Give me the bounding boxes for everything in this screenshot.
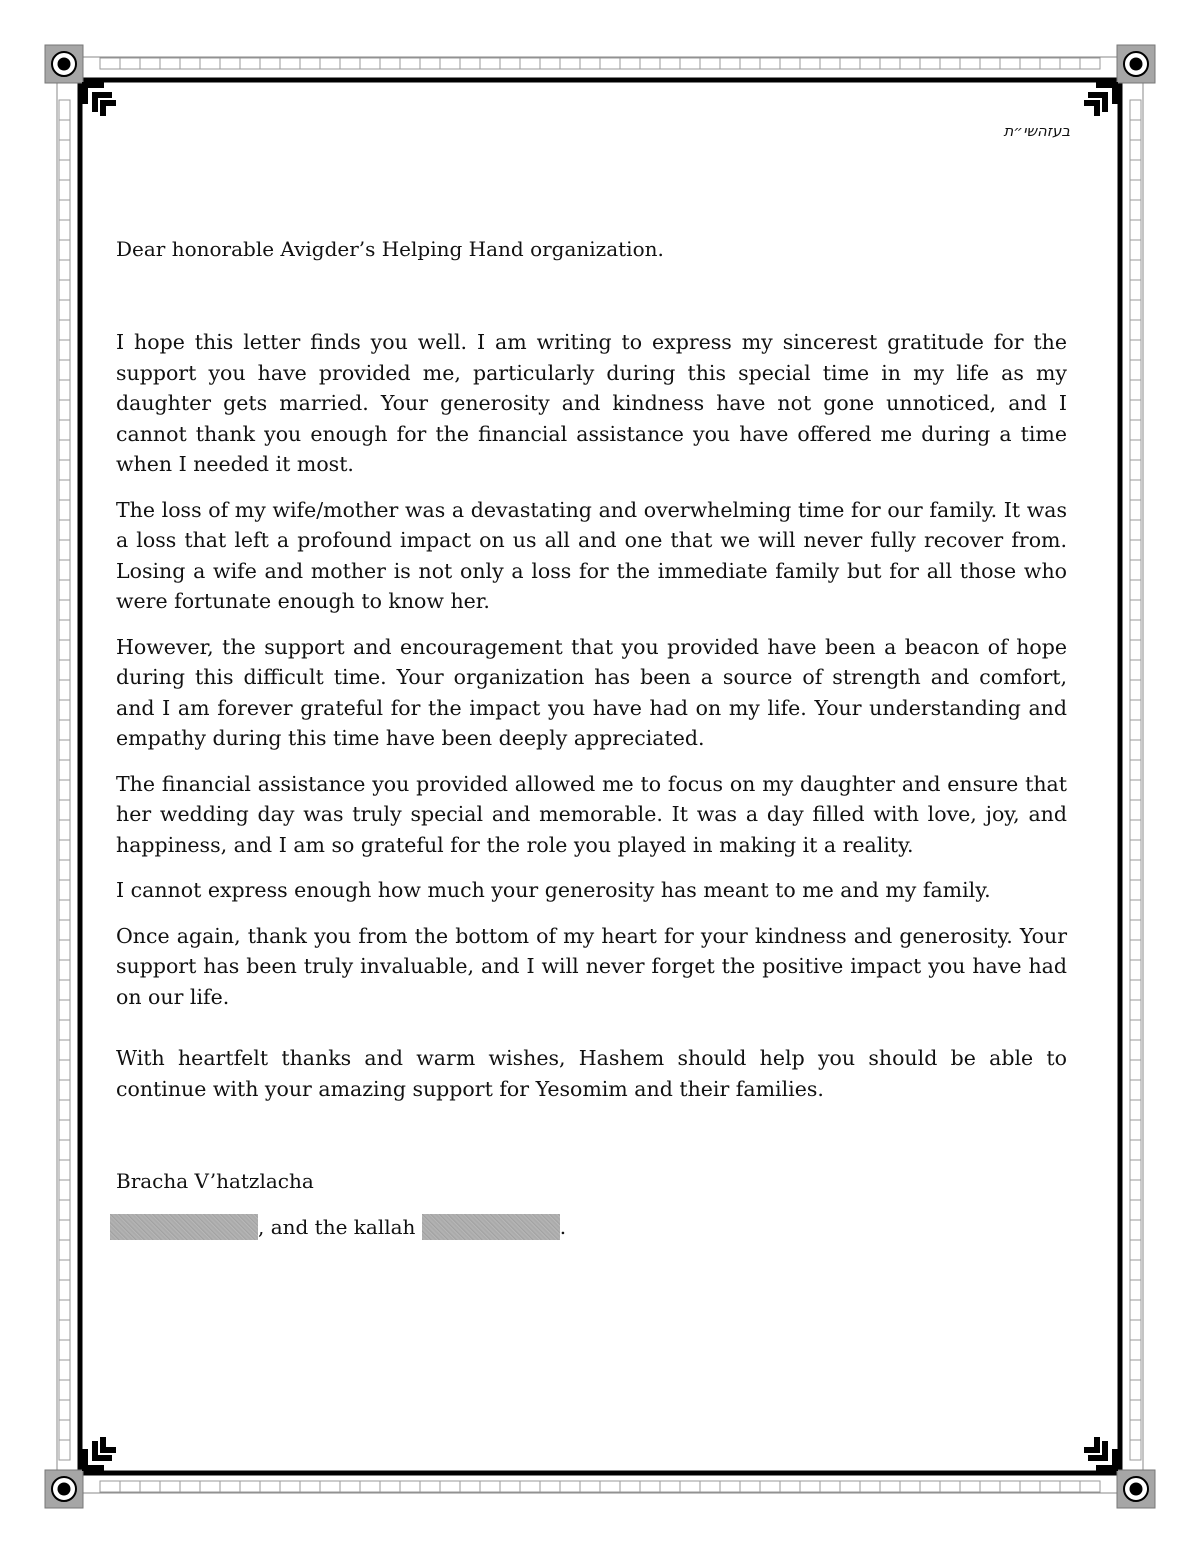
bottom-tile-band	[1080, 1481, 1100, 1492]
left-tile-band	[59, 1060, 70, 1080]
top-tile-band	[980, 58, 1000, 69]
bottom-tile-band	[640, 1481, 660, 1492]
bottom-tile-band	[580, 1481, 600, 1492]
left-tile-band	[59, 800, 70, 820]
corner-top-right-key-step	[1094, 100, 1100, 116]
bottom-tile-band	[1020, 1481, 1040, 1492]
right-tile-band	[1130, 360, 1141, 380]
top-tile-band	[640, 58, 660, 69]
top-tile-band	[860, 58, 880, 69]
bottom-tile-band	[500, 1481, 520, 1492]
bottom-tile-band	[600, 1481, 620, 1492]
right-tile-band	[1130, 180, 1141, 200]
top-tile-band	[940, 58, 960, 69]
right-tile-band	[1130, 380, 1141, 400]
right-tile-band	[1130, 980, 1141, 1000]
left-tile-band	[59, 1420, 70, 1440]
left-tile-band	[59, 1240, 70, 1260]
left-tile-band	[59, 1120, 70, 1140]
right-tile-band	[1130, 1160, 1141, 1180]
left-tile-band	[59, 760, 70, 780]
corner-bottom-right-key-step	[1094, 1437, 1100, 1453]
top-tile-band	[920, 58, 940, 69]
right-tile-band	[1130, 740, 1141, 760]
corner-top-left-key-step	[92, 92, 98, 112]
paragraph-4: The financial assistance you provided allowed me to focus on my daughter and ensure that her wedding day was truly special and memorable. It was a day filled with love, joy, and happiness, and I am so grateful for the role you played in making it a reality.	[116, 771, 1067, 857]
left-tile-band	[59, 320, 70, 340]
top-tile-band	[880, 58, 900, 69]
right-tile-band	[1130, 1020, 1141, 1040]
top-tile-band	[1060, 58, 1080, 69]
bottom-tile-band	[540, 1481, 560, 1492]
right-tile-band	[1130, 300, 1141, 320]
bottom-tile-band	[420, 1481, 440, 1492]
right-tile-band	[1130, 140, 1141, 160]
right-tile-band	[1130, 700, 1141, 720]
top-tile-band	[500, 58, 520, 69]
top-tile-band	[1000, 58, 1020, 69]
left-tile-band	[59, 360, 70, 380]
bottom-tile-band	[340, 1481, 360, 1492]
left-tile-band	[59, 220, 70, 240]
right-tile-band	[1130, 1340, 1141, 1360]
top-tile-band	[360, 58, 380, 69]
bottom-tile-band	[800, 1481, 820, 1492]
bottom-tile-band	[1060, 1481, 1080, 1492]
top-tile-band	[340, 58, 360, 69]
right-tile-band	[1130, 320, 1141, 340]
top-tile-band	[440, 58, 460, 69]
corner-top-right-key-step	[1102, 92, 1108, 112]
right-tile-band	[1130, 760, 1141, 780]
top-tile-band	[480, 58, 500, 69]
signature-line	[110, 1212, 566, 1242]
left-tile-band	[59, 1280, 70, 1300]
right-tile-band	[1130, 220, 1141, 240]
left-tile-band	[59, 600, 70, 620]
left-tile-band	[59, 100, 70, 120]
top-tile-band	[720, 58, 740, 69]
bottom-tile-band	[720, 1481, 740, 1492]
bottom-tile-band	[300, 1481, 320, 1492]
top-tile-band	[1040, 58, 1060, 69]
top-tile-band	[800, 58, 820, 69]
corner-bottom-right-dot	[1130, 1483, 1143, 1496]
left-tile-band	[59, 1000, 70, 1020]
top-tile-band	[740, 58, 760, 69]
bottom-tile-band	[120, 1481, 140, 1492]
bottom-tile-band	[200, 1481, 220, 1492]
right-tile-band	[1130, 1380, 1141, 1400]
top-tile-band	[400, 58, 420, 69]
left-tile-band	[59, 420, 70, 440]
top-tile-band	[520, 58, 540, 69]
corner-top-right-key-step	[1112, 82, 1118, 104]
bottom-tile-band	[180, 1481, 200, 1492]
left-tile-band	[59, 1400, 70, 1420]
left-tile-band	[59, 300, 70, 320]
bottom-tile-band	[880, 1481, 900, 1492]
right-tile-band	[1130, 660, 1141, 680]
left-tile-band	[59, 1140, 70, 1160]
top-tile-band	[660, 58, 680, 69]
right-tile-band	[1130, 1400, 1141, 1420]
corner-bottom-left-key-step	[82, 1449, 88, 1471]
left-tile-band	[59, 200, 70, 220]
left-tile-band	[59, 1040, 70, 1060]
left-tile-band	[59, 460, 70, 480]
right-tile-band	[1130, 1040, 1141, 1060]
right-tile-band	[1130, 820, 1141, 840]
right-tile-band	[1130, 1220, 1141, 1240]
top-tile-band	[960, 58, 980, 69]
right-tile-band	[1130, 340, 1141, 360]
right-tile-band	[1130, 720, 1141, 740]
right-tile-band	[1130, 680, 1141, 700]
right-tile-band	[1130, 1060, 1141, 1080]
left-tile-band	[59, 1220, 70, 1240]
right-tile-band	[1130, 920, 1141, 940]
bottom-tile-band	[280, 1481, 300, 1492]
left-tile-band	[59, 680, 70, 700]
top-tile-band	[300, 58, 320, 69]
right-tile-band	[1130, 640, 1141, 660]
top-tile-band	[540, 58, 560, 69]
top-tile-band	[900, 58, 920, 69]
right-tile-band	[1130, 580, 1141, 600]
top-tile-band	[280, 58, 300, 69]
signature-middle-text: , and the kallah	[258, 1215, 422, 1239]
left-tile-band	[59, 1180, 70, 1200]
bottom-tile-band	[980, 1481, 1000, 1492]
left-tile-band	[59, 540, 70, 560]
left-tile-band	[59, 820, 70, 840]
right-tile-band	[1130, 1120, 1141, 1140]
left-tile-band	[59, 1440, 70, 1460]
left-tile-band	[59, 740, 70, 760]
corner-bottom-left-key-step	[92, 1441, 98, 1461]
top-tile-band	[420, 58, 440, 69]
right-tile-band	[1130, 460, 1141, 480]
bottom-tile-band	[840, 1481, 860, 1492]
right-tile-band	[1130, 280, 1141, 300]
redacted-name-2	[422, 1214, 560, 1240]
right-tile-band	[1130, 1420, 1141, 1440]
left-tile-band	[59, 840, 70, 860]
right-tile-band	[1130, 200, 1141, 220]
left-tile-band	[59, 1160, 70, 1180]
right-tile-band	[1130, 780, 1141, 800]
left-tile-band	[59, 900, 70, 920]
right-tile-band	[1130, 1280, 1141, 1300]
top-tile-band	[460, 58, 480, 69]
right-tile-band	[1130, 1180, 1141, 1200]
right-tile-band	[1130, 420, 1141, 440]
top-tile-band	[780, 58, 800, 69]
sign-off: Bracha V’hatzlacha	[116, 1169, 314, 1193]
bottom-tile-band	[760, 1481, 780, 1492]
top-tile-band	[600, 58, 620, 69]
left-tile-band	[59, 720, 70, 740]
left-tile-band	[59, 160, 70, 180]
bottom-tile-band	[1040, 1481, 1060, 1492]
top-tile-band	[820, 58, 840, 69]
left-tile-band	[59, 920, 70, 940]
right-tile-band	[1130, 860, 1141, 880]
left-tile-band	[59, 520, 70, 540]
paragraph-2: The loss of my wife/mother was a devastating and overwhelming time for our family. It was a loss that left a profound impact on us all and one that we will never fully recover from. Losing a wife and mother is not only a loss for the immediate family but for all those who were fortunate enough to know her.	[116, 497, 1067, 613]
corner-bottom-right-key-step	[1112, 1449, 1118, 1471]
right-tile-band	[1130, 900, 1141, 920]
top-tile-band	[200, 58, 220, 69]
left-tile-band	[59, 1200, 70, 1220]
right-tile-band	[1130, 440, 1141, 460]
left-tile-band	[59, 660, 70, 680]
left-tile-band	[59, 280, 70, 300]
top-tile-band	[100, 58, 120, 69]
top-tile-band	[260, 58, 280, 69]
left-tile-band	[59, 380, 70, 400]
right-tile-band	[1130, 500, 1141, 520]
left-tile-band	[59, 480, 70, 500]
closing-paragraph: With heartfelt thanks and warm wishes, Hashem should help you should be able to continue with your amazing support for Yesomim and their families.	[116, 1046, 1067, 1101]
left-tile-band	[59, 560, 70, 580]
bottom-tile-band	[100, 1481, 120, 1492]
right-tile-band	[1130, 100, 1141, 120]
top-tile-band	[680, 58, 700, 69]
top-tile-band	[560, 58, 580, 69]
corner-bottom-left-dot	[58, 1483, 71, 1496]
right-tile-band	[1130, 520, 1141, 540]
left-tile-band	[59, 1360, 70, 1380]
right-tile-band	[1130, 260, 1141, 280]
right-tile-band	[1130, 600, 1141, 620]
left-tile-band	[59, 400, 70, 420]
right-tile-band	[1130, 1240, 1141, 1260]
right-tile-band	[1130, 120, 1141, 140]
bottom-tile-band	[960, 1481, 980, 1492]
right-tile-band	[1130, 240, 1141, 260]
top-tile-band	[1080, 58, 1100, 69]
bottom-tile-band	[460, 1481, 480, 1492]
left-tile-band	[59, 940, 70, 960]
right-tile-band	[1130, 1000, 1141, 1020]
left-tile-band	[59, 1300, 70, 1320]
right-tile-band	[1130, 1320, 1141, 1340]
hebrew-date-header: בעזהשי״ת	[1003, 122, 1070, 140]
left-tile-band	[59, 1340, 70, 1360]
top-tile-band	[120, 58, 140, 69]
corner-top-left-dot	[58, 58, 71, 71]
left-tile-band	[59, 880, 70, 900]
right-tile-band	[1130, 800, 1141, 820]
signature-end-text: .	[559, 1215, 567, 1239]
bottom-tile-band	[320, 1481, 340, 1492]
paragraph-6: Once again, thank you from the bottom of my heart for your kindness and generosity. Your support has been truly invaluable, and I will never forget the positive impact you have had on our life.	[116, 923, 1067, 1009]
right-tile-band	[1130, 560, 1141, 580]
right-tile-band	[1130, 1300, 1141, 1320]
left-tile-band	[59, 1260, 70, 1280]
left-tile-band	[59, 980, 70, 1000]
top-tile-band	[580, 58, 600, 69]
bottom-tile-band	[820, 1481, 840, 1492]
left-tile-band	[59, 1320, 70, 1340]
corner-top-left-key-step	[82, 82, 88, 104]
bottom-tile-band	[620, 1481, 640, 1492]
left-tile-band	[59, 120, 70, 140]
bottom-tile-band	[400, 1481, 420, 1492]
bottom-tile-band	[380, 1481, 400, 1492]
bottom-tile-band	[260, 1481, 280, 1492]
bottom-tile-band	[700, 1481, 720, 1492]
corner-top-right-dot	[1130, 58, 1143, 71]
right-tile-band	[1130, 620, 1141, 640]
top-tile-band	[760, 58, 780, 69]
top-tile-band	[220, 58, 240, 69]
letter-body	[116, 327, 1067, 1027]
right-tile-band	[1130, 1140, 1141, 1160]
left-tile-band	[59, 440, 70, 460]
right-tile-band	[1130, 940, 1141, 960]
bottom-tile-band	[560, 1481, 580, 1492]
top-tile-band	[240, 58, 260, 69]
left-tile-band	[59, 340, 70, 360]
top-tile-band	[700, 58, 720, 69]
left-tile-band	[59, 780, 70, 800]
bottom-tile-band	[920, 1481, 940, 1492]
bottom-tile-band	[780, 1481, 800, 1492]
left-tile-band	[59, 1080, 70, 1100]
bottom-tile-band	[900, 1481, 920, 1492]
left-tile-band	[59, 500, 70, 520]
right-tile-band	[1130, 1360, 1141, 1380]
right-tile-band	[1130, 1200, 1141, 1220]
bottom-tile-band	[480, 1481, 500, 1492]
right-tile-band	[1130, 400, 1141, 420]
left-tile-band	[59, 260, 70, 280]
left-tile-band	[59, 1100, 70, 1120]
bottom-tile-band	[160, 1481, 180, 1492]
left-tile-band	[59, 620, 70, 640]
bottom-tile-band	[860, 1481, 880, 1492]
corner-bottom-right-key-step	[1102, 1441, 1108, 1461]
corner-bottom-left-key-step	[100, 1437, 106, 1453]
right-tile-band	[1130, 840, 1141, 860]
paragraph-1: I hope this letter finds you well. I am writing to express my sincerest gratitude for the support you have provided me, particularly during this special time in my life as my daughter gets married. Your generosity and kindness have not gone unnoticed, and I cannot thank you enough for the financial assistance you have offered me during a time when I needed it most.	[116, 330, 1067, 476]
left-tile-band	[59, 960, 70, 980]
top-tile-band	[160, 58, 180, 69]
bottom-tile-band	[440, 1481, 460, 1492]
top-tile-band	[180, 58, 200, 69]
salutation: Dear honorable Avigder’s Helping Hand organization.	[116, 237, 664, 261]
bottom-tile-band	[140, 1481, 160, 1492]
bottom-tile-band	[1000, 1481, 1020, 1492]
right-tile-band	[1130, 160, 1141, 180]
bottom-tile-band	[240, 1481, 260, 1492]
top-tile-band	[320, 58, 340, 69]
bottom-tile-band	[520, 1481, 540, 1492]
paragraph-5: I cannot express enough how much your generosity has meant to me and my family.	[116, 878, 991, 902]
left-tile-band	[59, 1020, 70, 1040]
bottom-tile-band	[360, 1481, 380, 1492]
top-tile-band	[620, 58, 640, 69]
left-tile-band	[59, 640, 70, 660]
left-tile-band	[59, 240, 70, 260]
right-tile-band	[1130, 880, 1141, 900]
right-tile-band	[1130, 1100, 1141, 1120]
bottom-tile-band	[940, 1481, 960, 1492]
right-tile-band	[1130, 960, 1141, 980]
left-tile-band	[59, 1380, 70, 1400]
right-tile-band	[1130, 540, 1141, 560]
top-tile-band	[140, 58, 160, 69]
bottom-tile-band	[680, 1481, 700, 1492]
top-tile-band	[840, 58, 860, 69]
redacted-name-1	[110, 1214, 258, 1240]
bottom-tile-band	[220, 1481, 240, 1492]
bottom-tile-band	[660, 1481, 680, 1492]
right-tile-band	[1130, 1260, 1141, 1280]
left-tile-band	[59, 860, 70, 880]
left-tile-band	[59, 580, 70, 600]
top-tile-band	[1020, 58, 1040, 69]
corner-top-left-key-step	[100, 100, 106, 116]
left-tile-band	[59, 140, 70, 160]
right-tile-band	[1130, 480, 1141, 500]
left-tile-band	[59, 180, 70, 200]
left-tile-band	[59, 700, 70, 720]
top-tile-band	[380, 58, 400, 69]
right-tile-band	[1130, 1440, 1141, 1460]
bottom-tile-band	[740, 1481, 760, 1492]
paragraph-3: However, the support and encouragement that you provided have been a beacon of hope during this difficult time. Your organization has been a source of strength and comfort, and I am forever grateful for the impact you have had on my life. Your understanding and empathy during this time have been deeply appreciated.	[116, 634, 1067, 750]
right-tile-band	[1130, 1080, 1141, 1100]
